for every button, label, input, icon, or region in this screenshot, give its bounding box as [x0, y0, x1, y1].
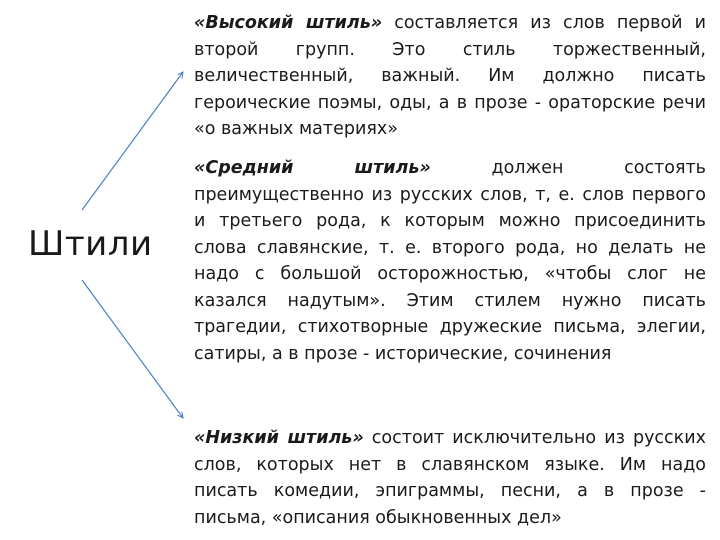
low-style-text: состоит исключительно из русских слов, которых нет в славянском языке. Им надо писать комедии, эпиграммы, песни, а в прозе - письма, «описания обыкновенных дел»	[194, 428, 706, 528]
middle-style-text: должен состоять преимущественно из русских слов, т, е. слов первого и третьего рода, к которым можно присоединить слова славянские, т. е. второго рода, но делать не надо с большой осторожностью, «чтобы слог не казался надутым». Этим стилем нужно писать трагедии, стихотворные дружеские письма, элегии, сатиры, а в прозе - исторические, сочинения	[194, 158, 706, 364]
low-style-name: «Низкий штиль»	[194, 428, 364, 448]
high-style-paragraph	[194, 10, 706, 143]
middle-style-paragraph	[194, 155, 706, 367]
low-style-paragraph	[194, 425, 706, 531]
high-style-text: составляется из слов первой и второй групп. Это стиль торжественный, величественный, важный. Им должно писать героические поэмы, оды, а в прозе - ораторские речи «о важных материях»	[194, 13, 706, 139]
middle-style-name: «Средний штиль»	[194, 158, 431, 178]
arrow-to-low-style	[82, 280, 183, 418]
slide-title: Штили	[28, 224, 153, 264]
arrow-to-high-style	[82, 72, 183, 210]
high-style-name: «Высокий штиль»	[194, 13, 383, 33]
